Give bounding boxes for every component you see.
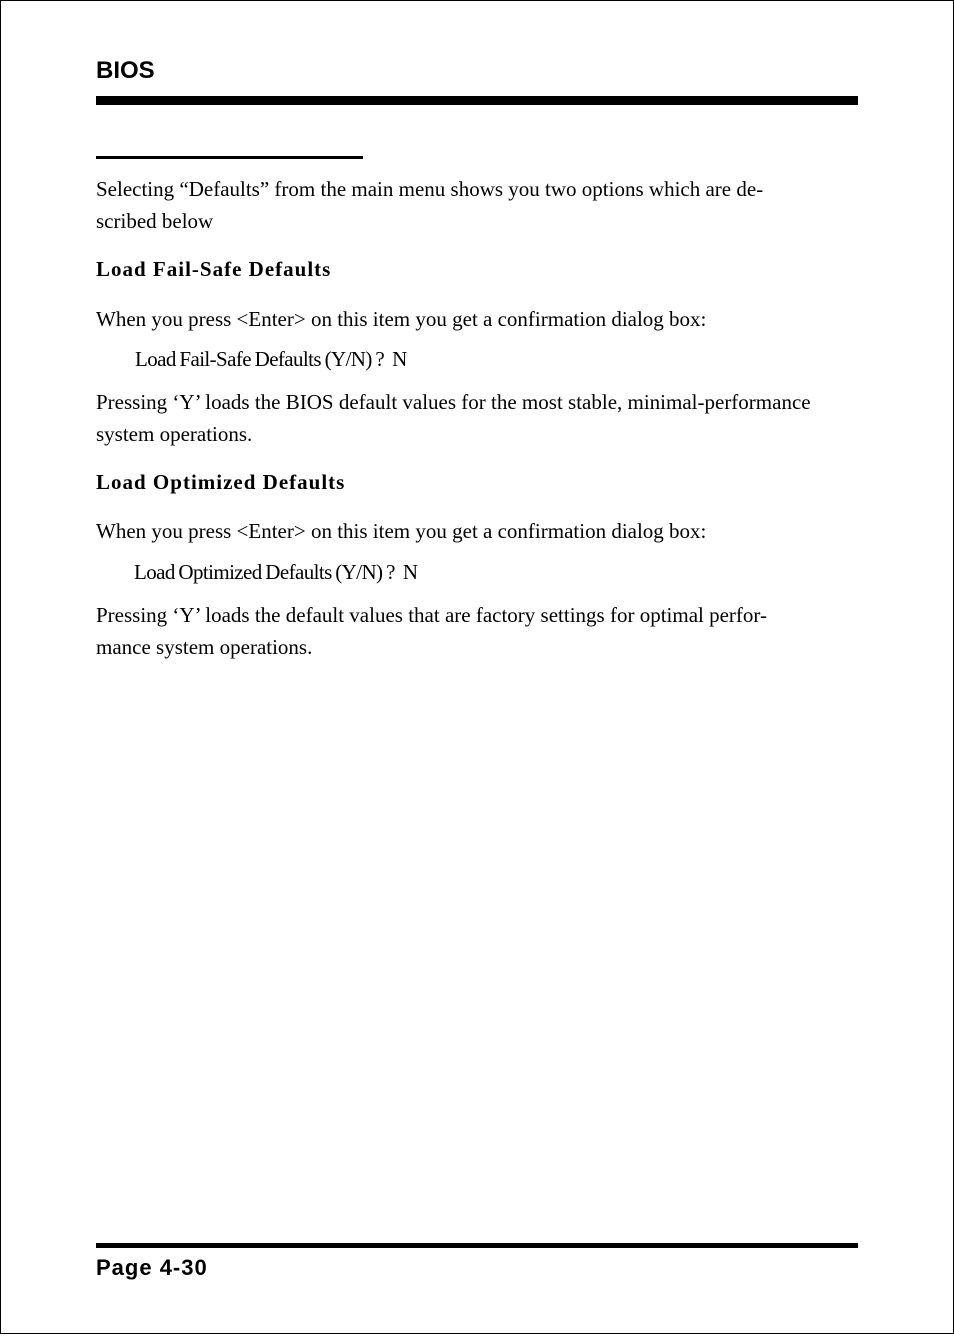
optimized-dialog-line xyxy=(134,558,418,586)
intro-line-1: Selecting “Defaults” from the main menu shows you two options which are de- xyxy=(96,177,764,201)
optimized-description-line-1: Pressing ‘Y’ loads the default values that are factory settings for optimal perfor- xyxy=(96,603,767,627)
page-header-title: BIOS xyxy=(96,57,155,84)
fail-safe-description xyxy=(96,386,858,450)
optimized-prompt-text xyxy=(96,515,858,547)
optimized-description-line-2: mance system operations. xyxy=(96,635,313,659)
fail-safe-dialog-line xyxy=(135,345,407,373)
fail-safe-dialog-value: N xyxy=(392,347,408,371)
fail-safe-description-line-2: system operations. xyxy=(96,422,253,446)
section-heading-optimized: Load Optimized Defaults xyxy=(96,470,346,494)
section-heading-fail-safe: Load Fail-Safe Defaults xyxy=(96,257,332,281)
optimized-dialog-value: N xyxy=(402,560,418,584)
section-title-rule xyxy=(96,156,363,159)
footer-rule xyxy=(96,1243,858,1248)
intro-line-2: scribed below xyxy=(96,209,214,233)
page-number: Page 4-30 xyxy=(96,1255,208,1280)
fail-safe-prompt-line: When you press <Enter> on this item you get a confirmation dialog box: xyxy=(96,307,707,331)
optimized-description xyxy=(96,599,858,663)
optimized-dialog-label: Load Optimized Defaults (Y/N) ? xyxy=(134,560,395,584)
fail-safe-description-line-1: Pressing ‘Y’ loads the BIOS default values for the most stable, minimal-performance xyxy=(96,390,811,414)
optimized-prompt-line: When you press <Enter> on this item you get a confirmation dialog box: xyxy=(96,519,707,543)
fail-safe-dialog-label: Load Fail-Safe Defaults (Y/N) ? xyxy=(135,347,385,371)
intro-paragraph xyxy=(96,173,858,237)
header-rule xyxy=(96,96,858,105)
fail-safe-prompt-text xyxy=(96,303,858,335)
